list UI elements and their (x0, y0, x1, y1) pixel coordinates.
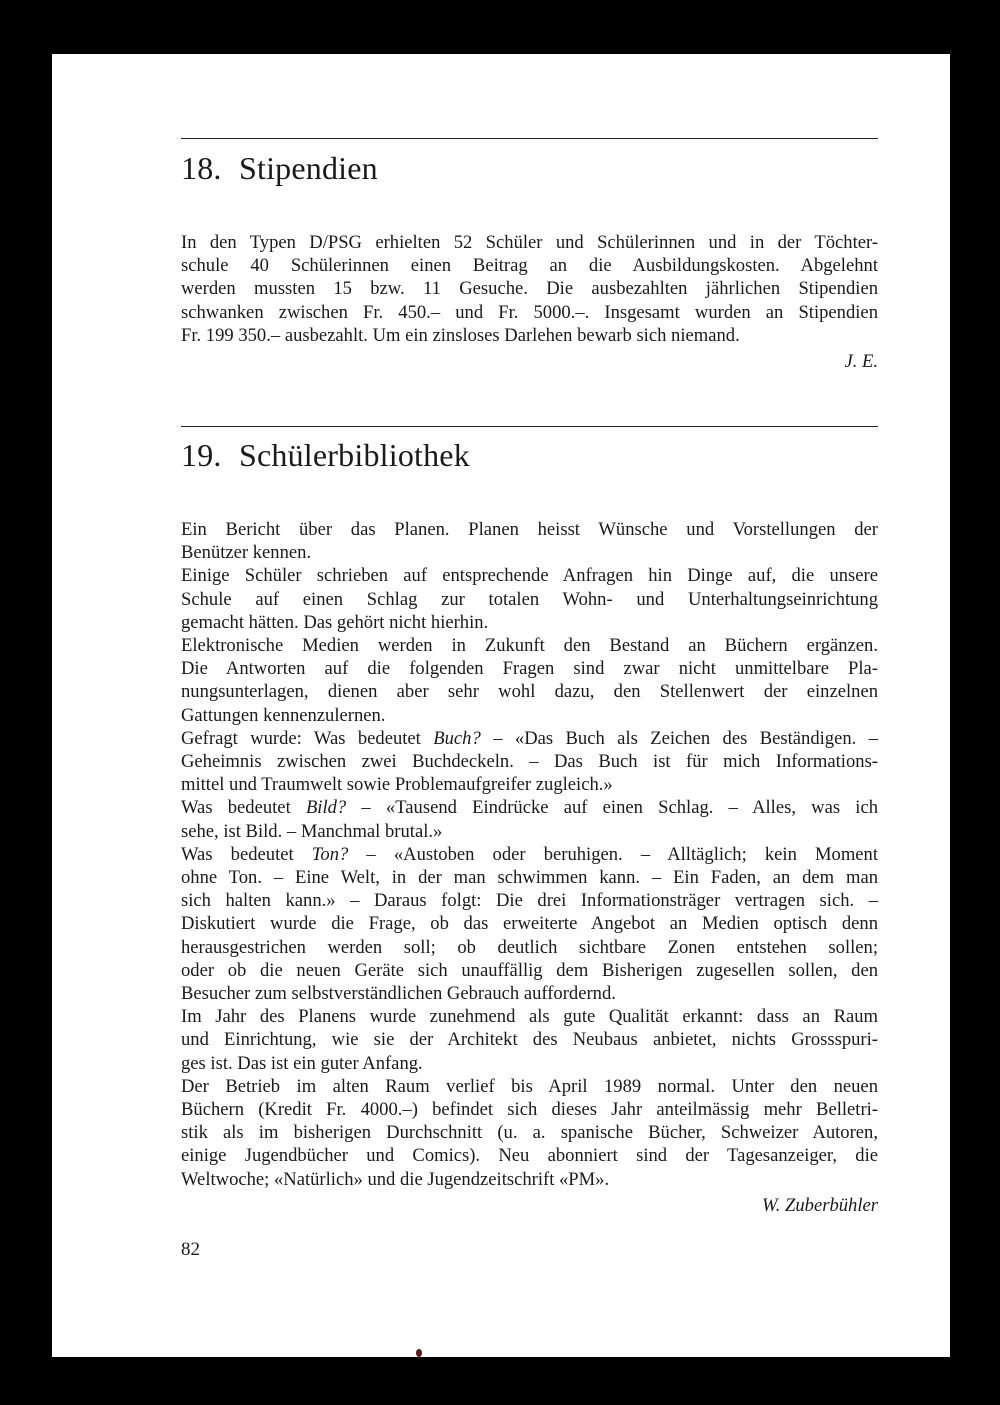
section-19-number: 19. (181, 437, 222, 473)
section-19-body (181, 518, 878, 1191)
body-line: mittel und Traumwelt sowie Problemaufgreifer zugleich.» (181, 774, 613, 796)
body-text: – «Tausend Eindrücke auf einen Schlag. – Alles, was ich (346, 797, 878, 819)
body-line: Gattungen kennenzulernen. (181, 704, 386, 726)
body-line: herausgestrichen werden soll; ob deutlich sichtbare Zonen entstehen sollen; (181, 936, 878, 958)
section-18-title: Stipendien (239, 150, 378, 186)
body-line: stik als im bisherigen Durchschnitt (u. a. spanische Bücher, Schweizer Autoren, (181, 1122, 878, 1144)
body-line: Besucher zum selbstverständlichen Gebrauch auffordernd. (181, 983, 616, 1005)
section-18-paragraph (181, 231, 878, 347)
body-line (181, 843, 878, 866)
body-line: Ein Bericht über das Planen. Planen heisst Wünsche und Vorstellungen der (181, 519, 878, 540)
section-19-rule (181, 426, 878, 427)
body-line: Im Jahr des Planens wurde zunehmend als gute Qualität erkannt: dass an Raum (181, 1006, 878, 1028)
body-line: Benützer kennen. (181, 542, 312, 564)
section-18-line: schule 40 Schülerinnen einen Beitrag an die Ausbildungskosten. Abgelehnt (181, 255, 878, 277)
emphasis-buch: Buch? (433, 727, 481, 749)
section-18-heading (181, 150, 378, 186)
body-line: sehe, ist Bild. – Manchmal brutal.» (181, 820, 443, 842)
body-line: ohne Ton. – Eine Welt, in der man schwimmen kann. – Ein Faden, an dem man (181, 867, 878, 889)
section-18-rule (181, 138, 878, 139)
section-18-line: In den Typen D/PSG erhielten 52 Schüler und Schülerinnen und in der Töchter- (181, 232, 878, 253)
body-line: Elektronische Medien werden in Zukunft den Bestand an Büchern ergänzen. (181, 635, 878, 657)
section-18-signature: J. E. (844, 351, 878, 372)
body-text: – «Das Buch als Zeichen des Beständigen. – (480, 727, 879, 749)
section-18-line: schwanken zwischen Fr. 450.– und Fr. 5000.–. Insgesamt wurden an Stipendien (181, 301, 878, 323)
section-18-line: Fr. 199 350.– ausbezahlt. Um ein zinsloses Darlehen bewarb sich niemand. (181, 324, 740, 346)
body-line (181, 796, 878, 819)
body-line: Weltwoche; «Natürlich» und die Jugendzeitschrift «PM». (181, 1168, 610, 1190)
body-line: einige Jugendbücher und Comics). Neu abonniert sind der Tagesanzeiger, die (181, 1145, 878, 1167)
body-line: Diskutiert wurde die Frage, ob das erweiterte Angebot an Medien optisch denn (181, 913, 878, 935)
body-line: Büchern (Kredit Fr. 4000.–) befindet sich dieses Jahr anteilmässig mehr Belletri- (181, 1099, 878, 1121)
body-line: und Einrichtung, wie sie der Architekt des Neubaus anbietet, nichts Grossspuri- (181, 1029, 878, 1051)
body-line: Der Betrieb im alten Raum verlief bis April 1989 normal. Unter den neuen (181, 1075, 878, 1097)
emphasis-ton: Ton? (311, 843, 349, 865)
scan-artifact-mark (416, 1349, 422, 1357)
body-line: Die Antworten auf die folgenden Fragen sind zwar nicht unmittelbare Pla- (181, 658, 878, 680)
body-text: Gefragt wurde: Was bedeutet (181, 727, 434, 749)
body-text: – «Austoben oder beruhigen. – Alltäglich; kein Moment (348, 843, 878, 865)
body-line (181, 727, 878, 750)
section-19-heading (181, 437, 470, 473)
body-line: ges ist. Das ist ein guter Anfang. (181, 1052, 423, 1074)
body-text: Was bedeutet (181, 843, 312, 865)
section-18-number: 18. (181, 150, 222, 186)
section-19-signature: W. Zuberbühler (761, 1195, 878, 1216)
body-line: Geheimnis zwischen zwei Buchdeckeln. – Das Buch ist für mich Informations- (181, 751, 878, 773)
body-line: nungsunterlagen, dienen aber sehr wohl dazu, den Stellenwert der einzelnen (181, 681, 878, 703)
page-number: 82 (181, 1239, 200, 1260)
body-text: Was bedeutet (181, 797, 306, 819)
body-line: oder ob die neuen Geräte sich unauffällig dem Bisherigen zugesellen sollen, den (181, 959, 878, 981)
section-18-line: werden mussten 15 bzw. 11 Gesuche. Die ausbezahlten jährlichen Stipendien (181, 278, 878, 300)
body-line: gemacht hätten. Das gehört nicht hierhin. (181, 611, 489, 633)
body-line: Einige Schüler schrieben auf entsprechende Anfragen hin Dinge auf, die unsere (181, 565, 878, 587)
emphasis-bild: Bild? (305, 797, 347, 819)
body-line: Schule auf einen Schlag zur totalen Wohn- und Unterhaltungseinrichtung (181, 588, 878, 610)
document-page (52, 54, 950, 1357)
section-19-title: Schülerbibliothek (239, 437, 470, 473)
body-line: sich halten kann.» – Daraus folgt: Die drei Informationsträger vertragen sich. – (181, 890, 878, 912)
